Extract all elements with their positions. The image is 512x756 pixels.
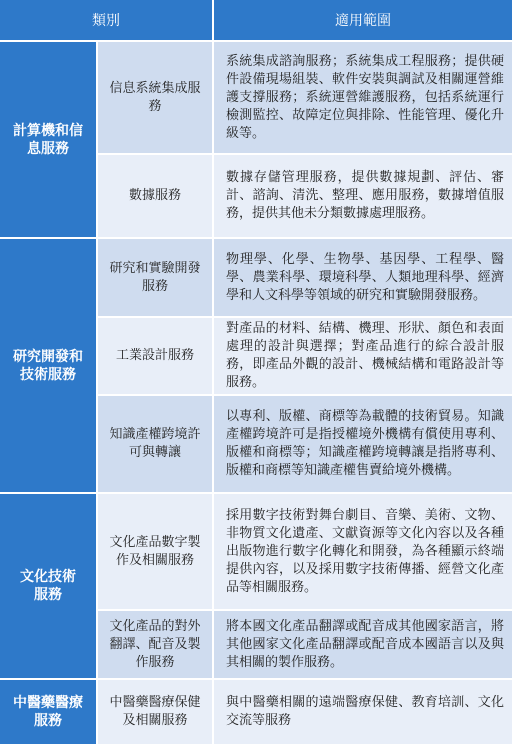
category-computer-info: 計算機和信息服務 <box>0 42 96 237</box>
desc-rnd: 物理學、化學、生物學、基因學、工程學、醫學、農業科學、環境科學、人類地理科學、經濟學和人文科學等領域的研究和實驗開發服務。 <box>214 239 512 316</box>
sub-tcm-care: 中醫藥醫療保健及相關服務 <box>98 680 212 744</box>
header-category: 類別 <box>0 0 212 40</box>
desc-translation-dubbing: 將本國文化產品翻譯或配音成其他國家語言，將其他國家文化產品翻譯或配音成本國語言以及與其相關的製作服務。 <box>214 611 512 678</box>
sub-industrial-design: 工業設計服務 <box>98 318 212 394</box>
header-scope: 適用範圍 <box>214 0 512 40</box>
sub-digital-production: 文化產品數字製作及相關服務 <box>98 494 212 609</box>
sub-system-integration: 信息系統集成服務 <box>98 42 212 153</box>
sub-data-service: 數據服務 <box>98 155 212 237</box>
sub-translation-dubbing: 文化產品的對外翻譯、配音及製作服務 <box>98 611 212 678</box>
desc-tcm-care: 與中醫藥相關的遠端醫療保健、教育培訓、文化交流等服務 <box>214 680 512 744</box>
category-tcm: 中醫藥醫療服務 <box>0 680 96 744</box>
category-culture-tech: 文化技術服務 <box>0 494 96 678</box>
sub-rnd: 研究和實驗開發服務 <box>98 239 212 316</box>
desc-industrial-design: 對產品的材料、結構、機理、形狀、顏色和表面處理的設計與選擇；對產品進行的綜合設計服務，即產品外觀的設計、機械結構和電路設計等服務。 <box>214 318 512 394</box>
desc-system-integration: 系統集成諮詢服務；系統集成工程服務；提供硬件設備現場組裝、軟件安裝與調試及相關運營維護支撐服務；系統運營維護服務，包括系統運行檢測監控、故障定位與排除、性能管理、優化升級等。 <box>214 42 512 153</box>
desc-ip-licensing: 以專利、版權、商標等為載體的技術貿易。知識產權跨境許可是指授權境外機構有償使用專利、版權和商標等；知識產權跨境轉讓是指將專利、版權和商標等知識產權售賣給境外機構。 <box>214 396 512 492</box>
desc-digital-production: 採用數字技術對舞台劇目、音樂、美術、文物、非物質文化遺產、文獻資源等文化內容以及各種出版物進行數字化轉化和開發，為各種顯示終端提供內容，以及採用數字技術傳播、經營文化產品等相關服務。 <box>214 494 512 609</box>
category-rnd-tech: 研究開發和技術服務 <box>0 239 96 492</box>
sub-ip-licensing: 知識產權跨境許可與轉讓 <box>98 396 212 492</box>
desc-data-service: 數據存儲管理服務，提供數據規劃、評估、審計、諮詢、清洗、整理、應用服務，數據增值服務，提供其他未分類數據處理服務。 <box>214 155 512 237</box>
